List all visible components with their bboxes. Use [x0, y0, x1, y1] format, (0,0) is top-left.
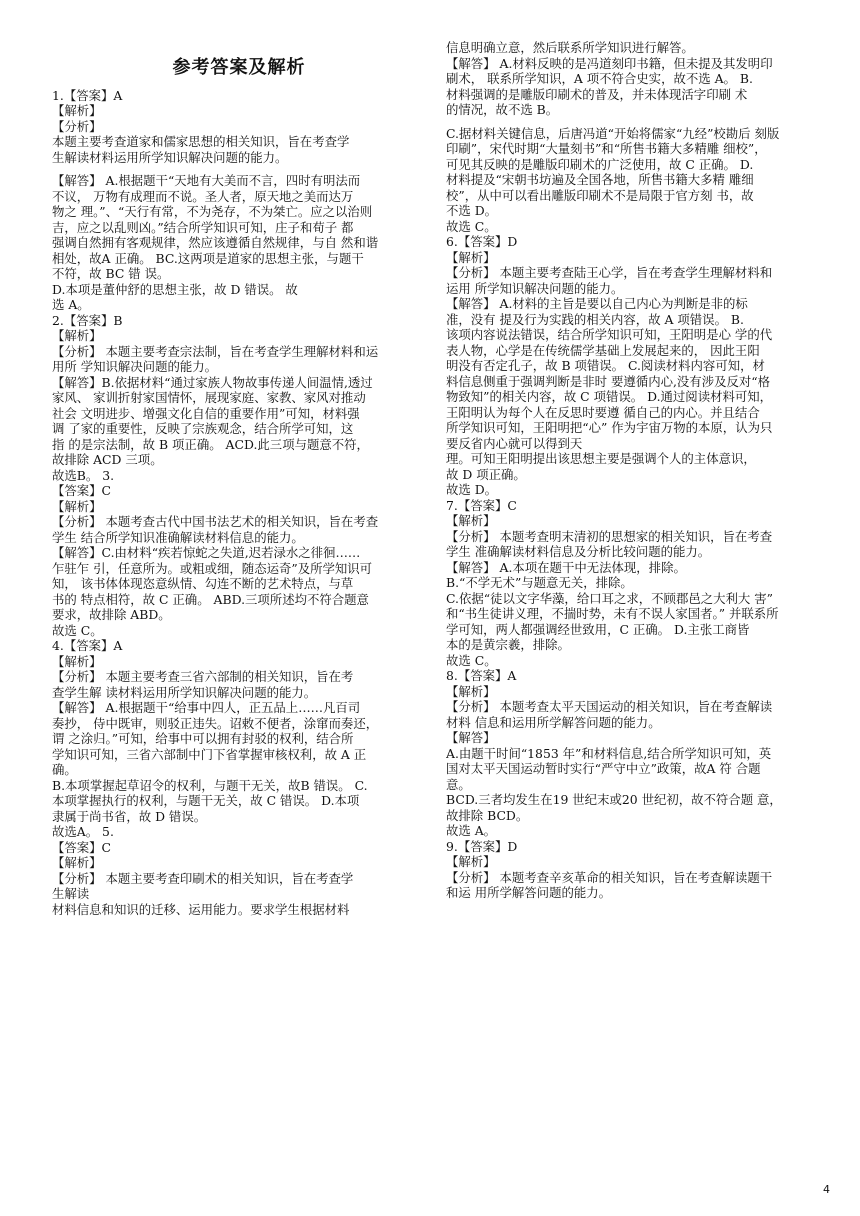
- text-line: 奏抄， 侍中既审，则驳正违失。诏敕不便者，涂窜而奏还，: [52, 715, 379, 731]
- text-line: 【解析】: [52, 498, 102, 514]
- text-line: 本的是黄宗羲，排除。: [446, 637, 570, 652]
- text-line: A.由题干时间“1853 年”和材料信息,结合所学知识可知，英: [446, 745, 772, 761]
- text-line: 【解答】 A.本项在题干中无法体现，排除。: [446, 559, 686, 575]
- text-line: 【解答】 A.根据题干“给事中四人，正五品上……凡百司: [52, 700, 361, 715]
- text-line: 吉，应之以乱则凶。”结合所学知识可知，庄子和荀子 都: [52, 219, 354, 235]
- text-line: 本项掌握执行的权利，与题干无关，故 C 错误。 D.本项: [52, 793, 360, 808]
- text-line: 表人物，心学是在传统儒学基础上发展起来的， 因此王阳: [446, 342, 760, 358]
- text-line: 【分析】 本题主要考查三省六部制的相关知识，旨在考: [52, 669, 354, 684]
- text-line: 书的 特点相符，故 C 正确。 ABD.三项所述均不符合题意: [52, 591, 369, 607]
- text-line: 刷术， 联系所学知识，A 项不符合史实，故不选 A。 B.: [446, 71, 753, 86]
- text-line: 故排除 BCD。: [446, 807, 529, 823]
- text-line: 材料强调的是雕版印刷术的普及，并未体现活字印刷 术: [446, 86, 748, 102]
- text-line: 学可知，两人都强调经世致用，C 正确。 D.主张工商皆: [446, 621, 750, 637]
- text-line: 9.【答案】D: [446, 838, 518, 854]
- text-line: 国对太平天国运动暂时实行“严守中立”政策，故A 符 合题: [446, 761, 761, 776]
- text-line: 乍驻乍 引，任意所为。或粗或细，随态运奇”及所学知识可: [52, 560, 373, 576]
- text-line: 【解析】: [446, 513, 496, 528]
- text-line: 王阳明认为每个人在反思时要遵 循自己的内心。并且结合: [446, 404, 760, 420]
- text-line: 和运 用所学解答问题的能力。: [446, 885, 612, 900]
- text-line: 调 了家的重要性，反映了宗族观念，结合所学可知，这: [52, 421, 354, 436]
- text-line: 1.【答案】A: [52, 87, 123, 103]
- text-line: 【解析】: [446, 683, 496, 699]
- text-line: 【分析】 本题考查明末清初的思想家的相关知识，旨在考查: [446, 528, 773, 544]
- text-line: 理。可知王阳明提出该思想主要是强调个人的主体意识，: [446, 451, 756, 466]
- page-number: 4: [823, 1183, 830, 1196]
- text-line: 2.【答案】B: [52, 312, 123, 328]
- text-line: 【解析】: [52, 653, 102, 669]
- text-line: B.“不学无术”与题意无关，排除。: [446, 575, 633, 590]
- text-line: 印刷”，宋代时期“大量刻书”和“所售书籍大多精雕 细校”，: [446, 141, 767, 156]
- text-line: 学生 准确解读材料信息及分析比较问题的能力。: [446, 544, 711, 559]
- text-line: 【解答】B.依据材料“通过家族人物故事传递人间温情,透过: [52, 374, 373, 390]
- text-line: 故选 D。: [446, 482, 498, 497]
- left-column: [52, 40, 426, 917]
- text-line: 的情况，故不选 B。: [446, 102, 559, 117]
- text-line: 要求，故排除 ABD。: [52, 607, 171, 622]
- text-line: 【解答】 A.材料反映的是冯道刻印书籍，但未提及其发明印: [446, 55, 773, 71]
- text-line: 【答案】C: [52, 483, 112, 498]
- text-line: 【分析】 本题主要考查印刷术的相关知识，旨在考查学: [52, 870, 354, 886]
- text-line: C.依据“徒以文字华藻，给口耳之求，不顾郡邑之大利大 害”: [446, 590, 773, 606]
- text-line: 指 的是宗法制，故 B 项正确。 ACD.此三项与题意不符，: [52, 436, 369, 452]
- text-line: 故选 A。: [446, 823, 497, 838]
- text-line: 和“书生徒讲义理，不揣时势，未有不误人家国者。” 并联系所: [446, 606, 779, 621]
- text-line: 知， 该书体体现恣意纵情、勾连不断的艺术特点，与草: [52, 576, 354, 591]
- text-line: 故选 C。: [52, 622, 103, 638]
- text-line: 【解析】: [52, 103, 102, 118]
- right-column-text: [446, 40, 824, 901]
- text-line: 【分析】 本题主要考查陆王心学，旨在考查学生理解材料和: [446, 265, 773, 280]
- text-line: 不选 D。: [446, 203, 498, 218]
- text-line: 【解答】 A.根据题干“天地有大美而不言，四时有明法而: [52, 173, 361, 188]
- text-line: 故选 C。: [446, 218, 497, 234]
- text-line: 故排除 ACD 三项。: [52, 452, 163, 467]
- text-line: 信息明确立意，然后联系所学知识进行解答。: [446, 40, 694, 55]
- text-line: 【分析】 本题考查辛亥革命的相关知识，旨在考查解读题干: [446, 869, 773, 885]
- text-line: 物之 理。”、“天行有常，不为尧存，不为桀亡。应之以治则: [52, 204, 373, 219]
- text-line: 明没有否定孔子，故 B 项错误。 C.阅读材料内容可知，材: [446, 358, 765, 373]
- text-line: 7.【答案】C: [446, 497, 517, 513]
- paragraph-gap: [446, 118, 824, 126]
- text-line: 【解答】C.由材料“疾若惊蛇之失道,迟若渌水之徘徊……: [52, 545, 361, 560]
- text-line: 运用 所学知识解决问题的能力。: [446, 280, 624, 296]
- text-line: 故 D 项正确。: [446, 466, 526, 482]
- text-line: BCD.三者均发生在19 世纪末或20 世纪初，故不符合题 意，: [446, 792, 782, 807]
- text-line: 家风、 家训折射家国情怀，展现家庭、家教、家风对推动: [52, 390, 366, 405]
- text-line: 【解答】: [446, 730, 496, 745]
- text-line: 要反省内心就可以得到天: [446, 435, 583, 451]
- text-line: 【分析】 本题考查太平天国运动的相关知识，旨在考查解读: [446, 699, 773, 714]
- text-line: 故选A。 5.: [52, 824, 114, 839]
- text-line: 准，没有 提及行为实践的相关内容，故 A 项错误。 B.: [446, 311, 744, 327]
- text-line: 物致知”的相关内容，故 C 项错误。 D.通过阅读材料可知，: [446, 389, 773, 404]
- text-line: 8.【答案】A: [446, 668, 517, 683]
- page-title: 参考答案及解析: [172, 57, 306, 78]
- text-line: 学知识可知，三省六部制中门下省掌握审核权利，故 A 正: [52, 746, 367, 762]
- text-line: 不议， 万物有成理而不说。圣人者，原天地之美而达万: [52, 188, 354, 204]
- left-column-text: [52, 88, 426, 918]
- text-line: 该项内容说法错误，结合所学知识可知，王阳明是心 学的代: [446, 327, 773, 342]
- text-line: 谓 之涂归。”可知，给事中可以拥有封驳的权利，结合所: [52, 731, 354, 746]
- text-line: D.本项是董仲舒的思想主张，故 D 错误。 故: [52, 281, 298, 297]
- text-line: 确。: [52, 762, 77, 777]
- text-line: 意。: [446, 776, 471, 792]
- text-line: 社会 文明进步、增强文化自信的重要作用”可知，材料强: [52, 405, 360, 421]
- text-line: 4.【答案】A: [52, 638, 123, 653]
- text-line: 隶属于尚书省，故 D 错误。: [52, 808, 207, 824]
- text-line: C.据材料关键信息，后唐冯道“开始将儒家“九经”校勘后 刻版: [446, 125, 780, 141]
- text-line: 学生 结合所学知识准确解读材料信息的能力。: [52, 529, 304, 545]
- text-line: 【解析】: [446, 249, 496, 265]
- text-line: 生解读: [52, 886, 90, 901]
- text-line: 材料信息和知识的迁移、运用能力。要求学生根据材料: [52, 901, 350, 917]
- text-line: 【分析】 本题考查古代中国书法艺术的相关知识，旨在考查: [52, 514, 379, 529]
- text-line: 6.【答案】D: [446, 234, 518, 249]
- text-line: 【解析】: [446, 854, 496, 869]
- text-line: 【解答】 A.材料的主旨是要以自己内心为判断是非的标: [446, 296, 748, 311]
- paragraph-gap: [52, 165, 426, 173]
- text-line: 材料 信息和运用所学解答问题的能力。: [446, 714, 661, 730]
- text-line: 【分析】 本题主要考查宗法制，旨在考查学生理解材料和运: [52, 343, 379, 359]
- text-line: 不符，故 BC 错 误。: [52, 266, 170, 281]
- text-line: 材料提及“宋朝书坊遍及全国各地，所售书籍大多精 雕细: [446, 172, 754, 187]
- text-line: 【分析】: [52, 118, 102, 134]
- text-line: 生解读材料运用所学知识解决问题的能力。: [52, 149, 288, 165]
- text-line: 所学知识可知，王阳明把“心” 作为宇宙万物的本原，认为只: [446, 420, 773, 435]
- text-line: 【解析】: [52, 855, 102, 870]
- text-line: 查学生解 读材料运用所学知识解决问题的能力。: [52, 684, 317, 700]
- text-line: 故选 C。: [446, 652, 497, 668]
- text-line: 料信息侧重于强调判断是非时 要遵循内心,没有涉及反对“格: [446, 373, 770, 389]
- right-column: [446, 40, 824, 901]
- text-line: 可见其反映的是雕版印刷术的广泛使用，故 C 正确。 D.: [446, 156, 754, 172]
- text-line: 本题主要考查道家和儒家思想的相关知识，旨在考查学: [52, 134, 350, 149]
- text-line: 相处，故A 正确。 BC.这两项是道家的思想主张，与题干: [52, 250, 364, 266]
- text-line: 强调自然拥有客观规律，然应该遵循自然规律，与自 然和谐: [52, 235, 379, 250]
- text-line: 校”，从中可以看出雕版印刷术不是局限于官方刻 书，故: [446, 187, 754, 203]
- text-line: 选 A。: [52, 297, 90, 312]
- text-line: 【答案】C: [52, 839, 112, 855]
- text-line: 故选B。 3.: [52, 467, 115, 483]
- text-line: 用所 学知识解决问题的能力。: [52, 359, 218, 374]
- text-line: 【解析】: [52, 328, 102, 343]
- text-line: B.本项掌握起草诏令的权利，与题干无关，故B 错误。 C.: [52, 777, 368, 793]
